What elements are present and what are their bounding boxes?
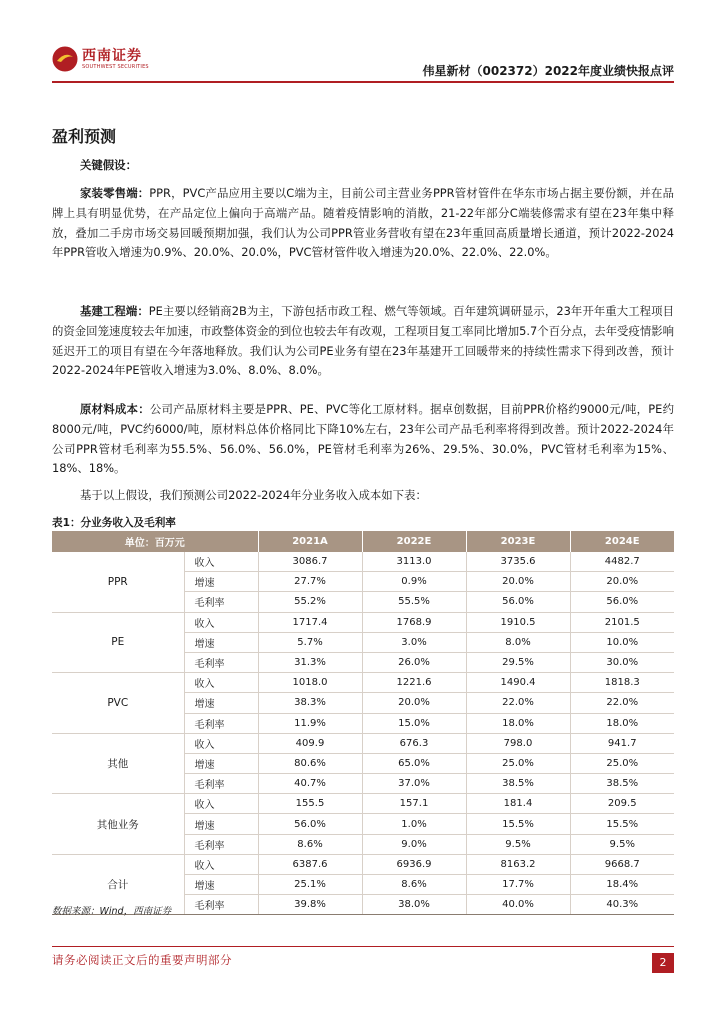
table-cell: 8.0% <box>466 632 570 652</box>
table-cell: 1490.4 <box>466 673 570 693</box>
table-cell: 29.5% <box>466 652 570 672</box>
table-cell: 3.0% <box>362 632 466 652</box>
paragraph-retail <box>52 184 674 263</box>
table-cell: 55.2% <box>258 592 362 612</box>
table-cell: 65.0% <box>362 753 466 773</box>
table-cell: 20.0% <box>362 693 466 713</box>
table-row <box>52 854 674 874</box>
paragraph-lead: 家装零售端： <box>80 186 150 200</box>
table-title: 表1：分业务收入及毛利率 <box>52 517 176 529</box>
table-cell: 9.5% <box>466 834 570 854</box>
table-cell: 798.0 <box>466 733 570 753</box>
table-cell: 27.7% <box>258 572 362 592</box>
company-logo <box>52 44 152 76</box>
table-cell: 38.5% <box>570 774 674 794</box>
table-cell: 2101.5 <box>570 612 674 632</box>
metric-label: 毛利率 <box>184 774 258 794</box>
table-cell: 15.0% <box>362 713 466 733</box>
metric-label: 增速 <box>184 572 258 592</box>
table-cell: 25.0% <box>570 753 674 773</box>
table-cell: 1818.3 <box>570 673 674 693</box>
table-cell: 31.3% <box>258 652 362 672</box>
metric-label: 收入 <box>184 552 258 572</box>
table-cell: 30.0% <box>570 652 674 672</box>
table-row <box>52 733 674 753</box>
year-header: 2022E <box>362 531 466 552</box>
table-cell: 39.8% <box>258 895 362 915</box>
table-row <box>52 673 674 693</box>
paragraph-raw-material <box>52 400 674 479</box>
table-cell: 37.0% <box>362 774 466 794</box>
table-cell: 38.0% <box>362 895 466 915</box>
table-cell: 56.0% <box>466 592 570 612</box>
table-cell: 22.0% <box>570 693 674 713</box>
table-cell: 40.0% <box>466 895 570 915</box>
table-cell: 1018.0 <box>258 673 362 693</box>
table-cell: 22.0% <box>466 693 570 713</box>
table-cell: 8.6% <box>362 875 466 895</box>
segment-revenue-table <box>52 531 674 915</box>
metric-label: 毛利率 <box>184 592 258 612</box>
footer-divider <box>52 946 674 947</box>
page-number: 2 <box>652 953 674 973</box>
paragraph-body: 公司产品原材料主要是PPR、PE、PVC等化工原材料。据卓创数据，目前PPR价格约9000元/吨，PE约8000元/吨，PVC约6000/吨，原材料总体价格同比下降10%左右，23年公司产品毛利率将得到改善。预计2022-2024年公司PPR管材毛利率为55.5%、56.0%、56.0%，PE管材毛利率为26%、29.5%、30.0%，PVC管材毛利率为15%、18%、18%。 <box>52 402 674 476</box>
table-cell: 9.0% <box>362 834 466 854</box>
table-cell: 9.5% <box>570 834 674 854</box>
assumptions-label <box>52 156 674 176</box>
table-cell: 18.0% <box>466 713 570 733</box>
segment-name: PPR <box>52 552 184 612</box>
metric-label: 毛利率 <box>184 834 258 854</box>
segment-name: 其他 <box>52 733 184 794</box>
table-row <box>52 794 674 814</box>
table-cell: 3113.0 <box>362 552 466 572</box>
metric-label: 收入 <box>184 673 258 693</box>
table-cell: 6387.6 <box>258 854 362 874</box>
table-cell: 25.1% <box>258 875 362 895</box>
segment-name: 其他业务 <box>52 794 184 855</box>
table-cell: 18.0% <box>570 713 674 733</box>
table-cell: 209.5 <box>570 794 674 814</box>
logo-text-en: SOUTHWEST SECURITIES <box>82 64 149 70</box>
metric-label: 收入 <box>184 733 258 753</box>
table-cell: 40.7% <box>258 774 362 794</box>
table-cell: 409.9 <box>258 733 362 753</box>
table-cell: 1910.5 <box>466 612 570 632</box>
metric-label: 增速 <box>184 693 258 713</box>
logo-text-cn: 西南证券 <box>82 48 142 64</box>
data-source: 数据来源：Wind，西南证券 <box>52 906 172 917</box>
table-cell: 15.5% <box>466 814 570 834</box>
metric-label: 毛利率 <box>184 713 258 733</box>
table-body <box>52 552 674 915</box>
table-cell: 40.3% <box>570 895 674 915</box>
table-cell: 181.4 <box>466 794 570 814</box>
metric-label: 收入 <box>184 854 258 874</box>
paragraph-body: PE主要以经销商2B为主，下游包括市政工程、燃气等领域。百年建筑调研显示，23年开年重大工程项目的资金回笼速度较去年加速，市政整体资金的到位也较去年有改观，工程项目复工率同比增加5.7个百分点，去年受疫情影响延迟开工的项目有望在今年落地释放。我们认为公司PE业务有望在23年基建开工回暖带来的持续性需求下得到改善，预计2022-2024年PE管收入增速为3.0%、8.0%、8.0%。 <box>52 304 674 378</box>
table-cell: 38.3% <box>258 693 362 713</box>
metric-label: 毛利率 <box>184 652 258 672</box>
paragraph-infrastructure <box>52 302 674 381</box>
table-cell: 20.0% <box>466 572 570 592</box>
table-cell: 25.0% <box>466 753 570 773</box>
table-cell: 1.0% <box>362 814 466 834</box>
table-cell: 56.0% <box>570 592 674 612</box>
metric-label: 收入 <box>184 612 258 632</box>
table-cell: 8163.2 <box>466 854 570 874</box>
table-cell: 10.0% <box>570 632 674 652</box>
table-cell: 676.3 <box>362 733 466 753</box>
table-cell: 17.7% <box>466 875 570 895</box>
paragraph-lead: 原材料成本： <box>80 402 150 416</box>
segment-name: 合计 <box>52 854 184 915</box>
table-row <box>52 552 674 572</box>
section-title: 盈利预测 <box>52 127 117 146</box>
year-header: 2024E <box>570 531 674 552</box>
table-cell: 5.7% <box>258 632 362 652</box>
summary-paragraph: 基于以上假设，我们预测公司2022-2024年分业务收入成本如下表： <box>80 488 427 502</box>
unit-header: 单位：百万元 <box>52 531 258 552</box>
table-cell: 20.0% <box>570 572 674 592</box>
table-cell: 8.6% <box>258 834 362 854</box>
table-cell: 155.5 <box>258 794 362 814</box>
table-cell: 18.4% <box>570 875 674 895</box>
metric-label: 增速 <box>184 875 258 895</box>
table-cell: 157.1 <box>362 794 466 814</box>
table-cell: 0.9% <box>362 572 466 592</box>
table-cell: 55.5% <box>362 592 466 612</box>
table-cell: 4482.7 <box>570 552 674 572</box>
logo-mark-icon <box>52 46 78 72</box>
table-cell: 941.7 <box>570 733 674 753</box>
metric-label: 增速 <box>184 814 258 834</box>
header-divider <box>52 81 674 83</box>
table-cell: 15.5% <box>570 814 674 834</box>
table-cell: 3735.6 <box>466 552 570 572</box>
table-row <box>52 612 674 632</box>
metric-label: 增速 <box>184 632 258 652</box>
metric-label: 收入 <box>184 794 258 814</box>
year-header: 2021A <box>258 531 362 552</box>
table-cell: 80.6% <box>258 753 362 773</box>
report-title: 伟星新材（002372）2022年度业绩快报点评 <box>422 64 674 78</box>
table-cell: 1221.6 <box>362 673 466 693</box>
metric-label: 增速 <box>184 753 258 773</box>
table-cell: 9668.7 <box>570 854 674 874</box>
segment-name: PE <box>52 612 184 673</box>
table-cell: 11.9% <box>258 713 362 733</box>
table-cell: 38.5% <box>466 774 570 794</box>
table-cell: 1768.9 <box>362 612 466 632</box>
table-cell: 3086.7 <box>258 552 362 572</box>
table-cell: 1717.4 <box>258 612 362 632</box>
metric-label: 毛利率 <box>184 895 258 915</box>
assumptions-label-text: 关键假设： <box>80 158 137 172</box>
paragraph-body: PPR，PVC产品应用主要以C端为主，目前公司主营业务PPR管材管件在华东市场占据主要份额，并在品牌上具有明显优势，在产品定位上偏向于高端产品。随着疫情影响的消散，21-22年部分C端装修需求有望在23年集中释放，叠加二手房市场交易回暖预期加强，我们认为公司PPR管业务营收有望在23年重回高质量增长通道，预计2022-2024年PPR管收入增速为0.9%、20.0%、20.0%，PVC管材管件收入增速为20.0%、22.0%、22.0%。 <box>52 186 674 260</box>
table-header-row <box>52 531 674 552</box>
table-cell: 56.0% <box>258 814 362 834</box>
table-cell: 6936.9 <box>362 854 466 874</box>
table-cell: 26.0% <box>362 652 466 672</box>
segment-name: PVC <box>52 673 184 734</box>
year-header: 2023E <box>466 531 570 552</box>
paragraph-lead: 基建工程端： <box>80 304 149 318</box>
disclaimer-note: 请务必阅读正文后的重要声明部分 <box>52 953 232 967</box>
